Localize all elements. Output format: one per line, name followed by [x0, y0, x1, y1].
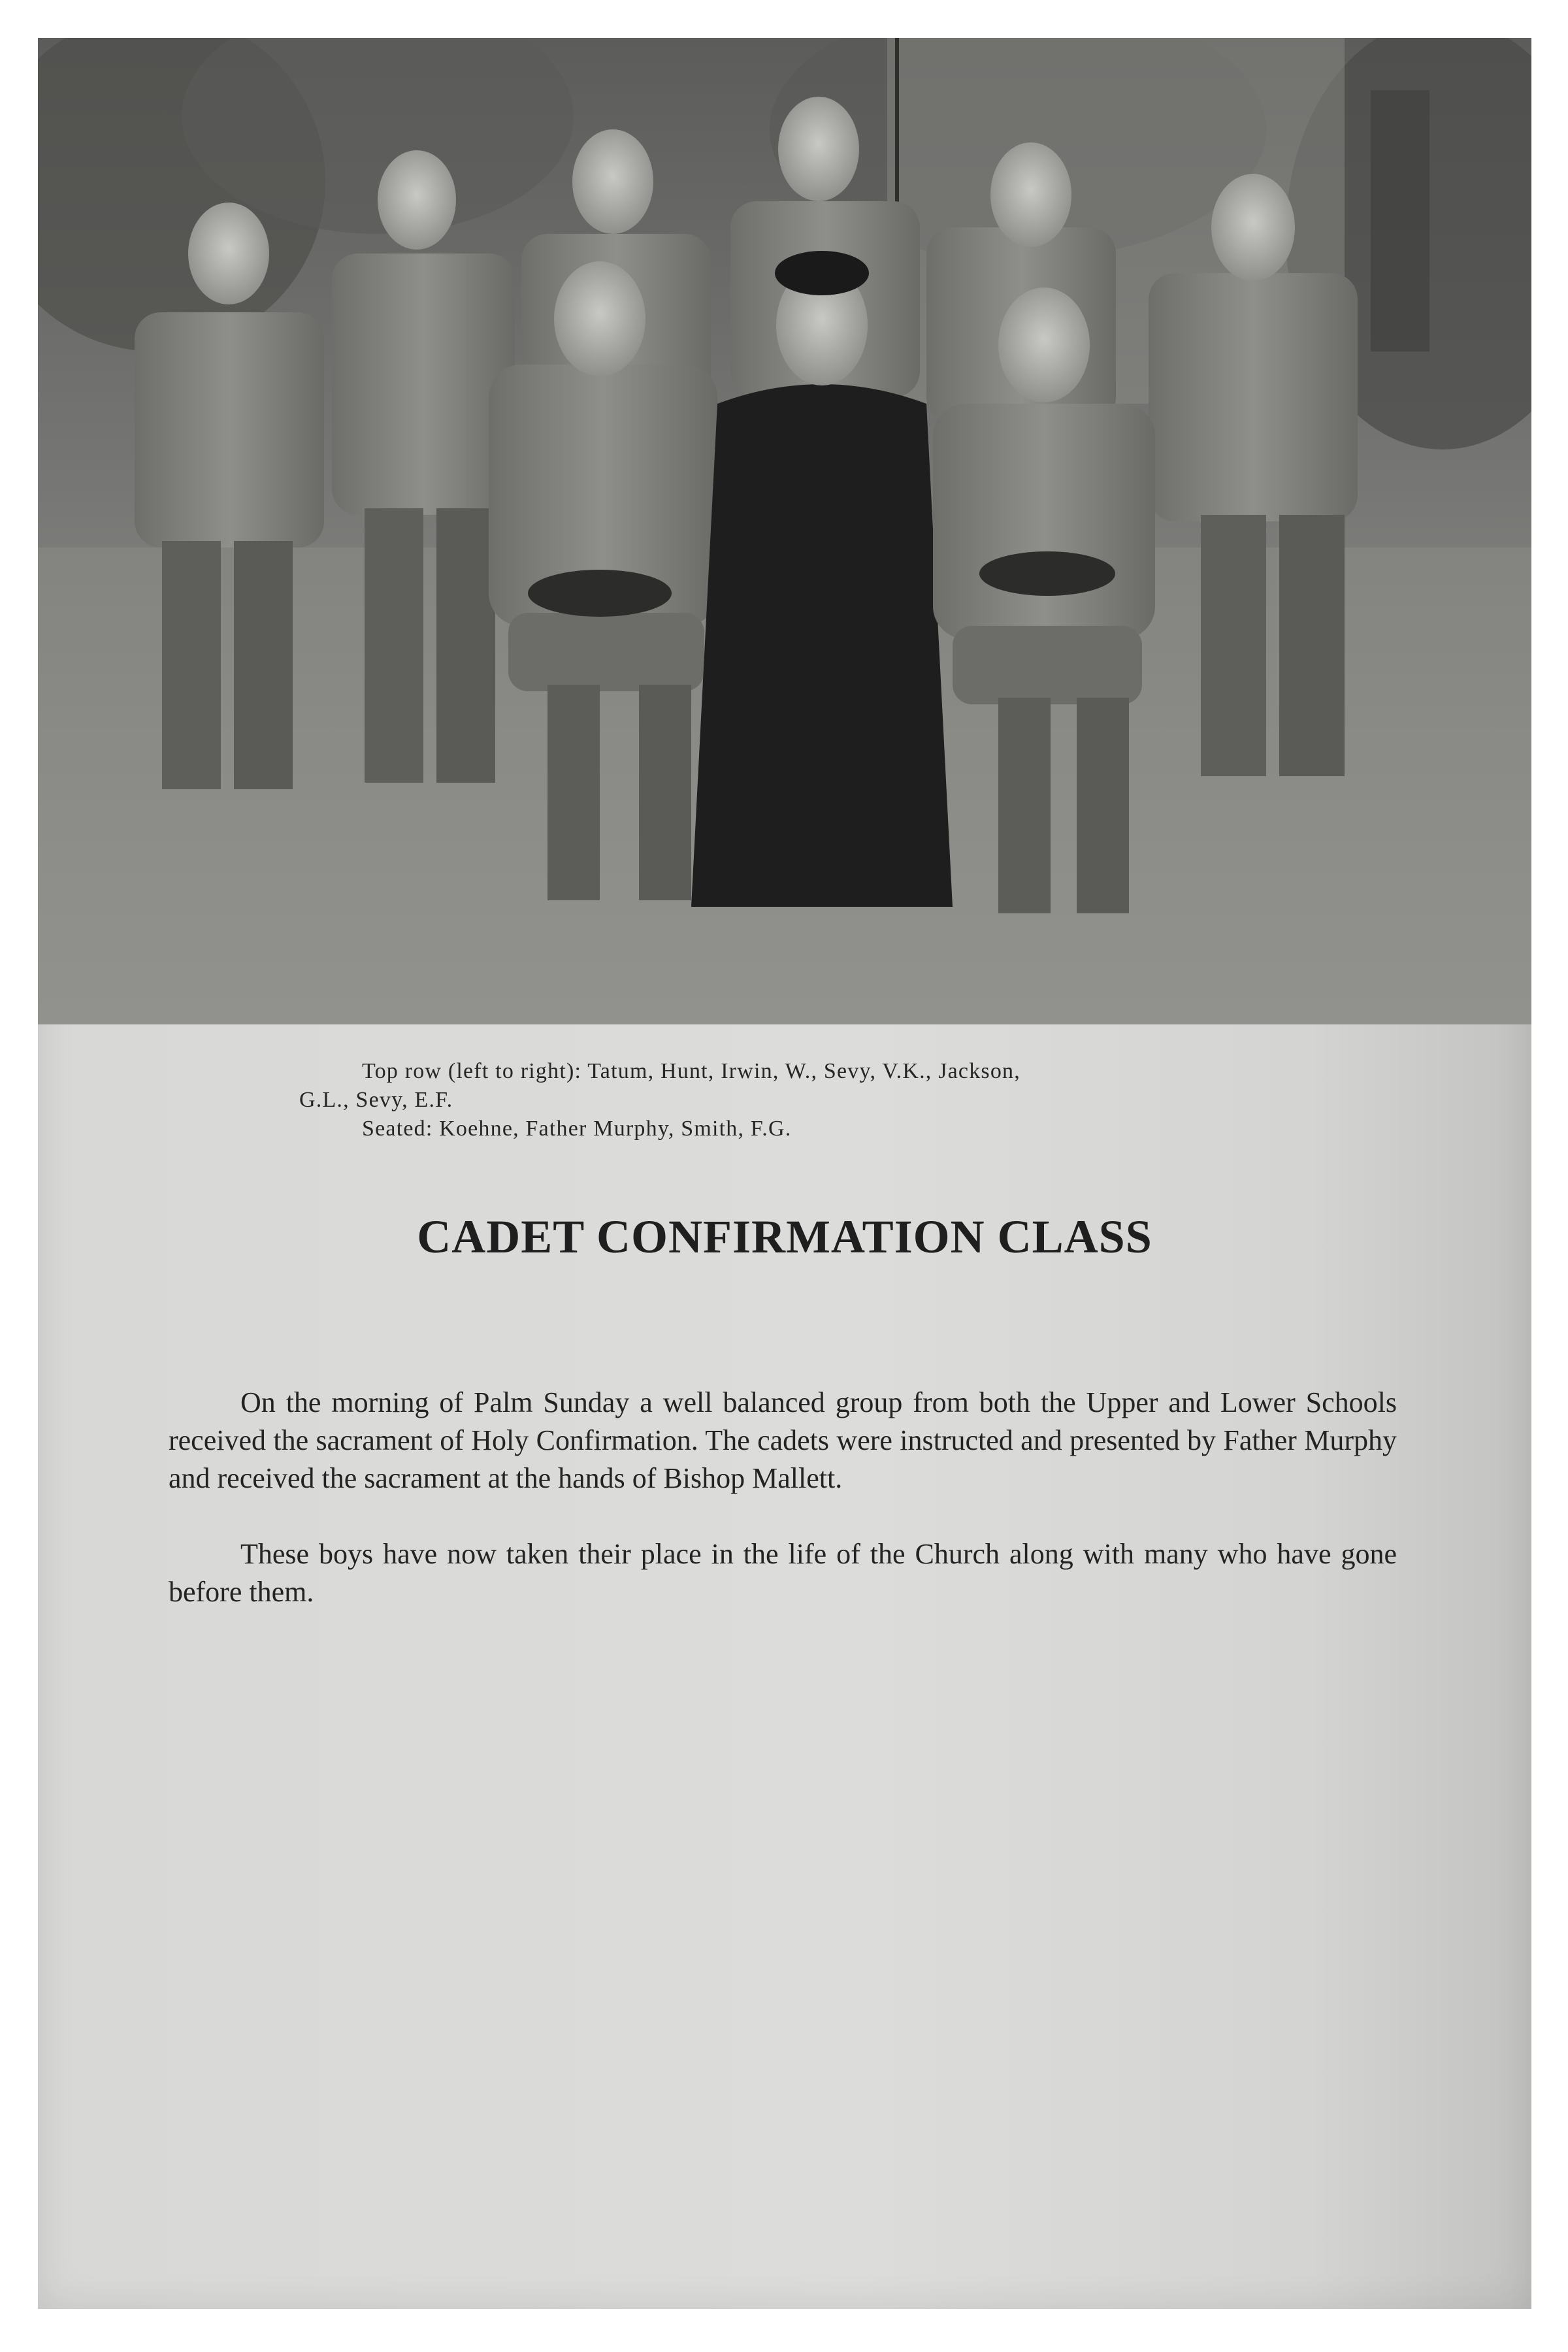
group-photo [38, 38, 1531, 1024]
article-title: CADET CONFIRMATION CLASS [417, 1211, 1152, 1263]
yearbook-page [38, 38, 1531, 2309]
group-photo-illustration [38, 38, 1531, 1024]
photo-caption [299, 1057, 1358, 1143]
article-body [169, 1384, 1397, 1649]
article-paragraph-1: On the morning of Palm Sunday a well balanced group from both the Upper and Lower Schools received the sacrament of Holy Confirmation. The cadets were instructed and presented by Father Murphy and received the sacrament at the hands of Bishop Mallett. [169, 1386, 1397, 1494]
article-paragraph-2: These boys have now taken their place in the life of the Church along with many who have gone before them. [169, 1538, 1397, 1608]
caption-top-row-continued: G.L., Sevy, E.F. [299, 1088, 453, 1112]
caption-seated-row: Seated: Koehne, Father Murphy, Smith, F.G. [362, 1117, 792, 1141]
caption-top-row: Top row (left to right): Tatum, Hunt, Irwin, W., Sevy, V.K., Jackson, [362, 1059, 1021, 1083]
